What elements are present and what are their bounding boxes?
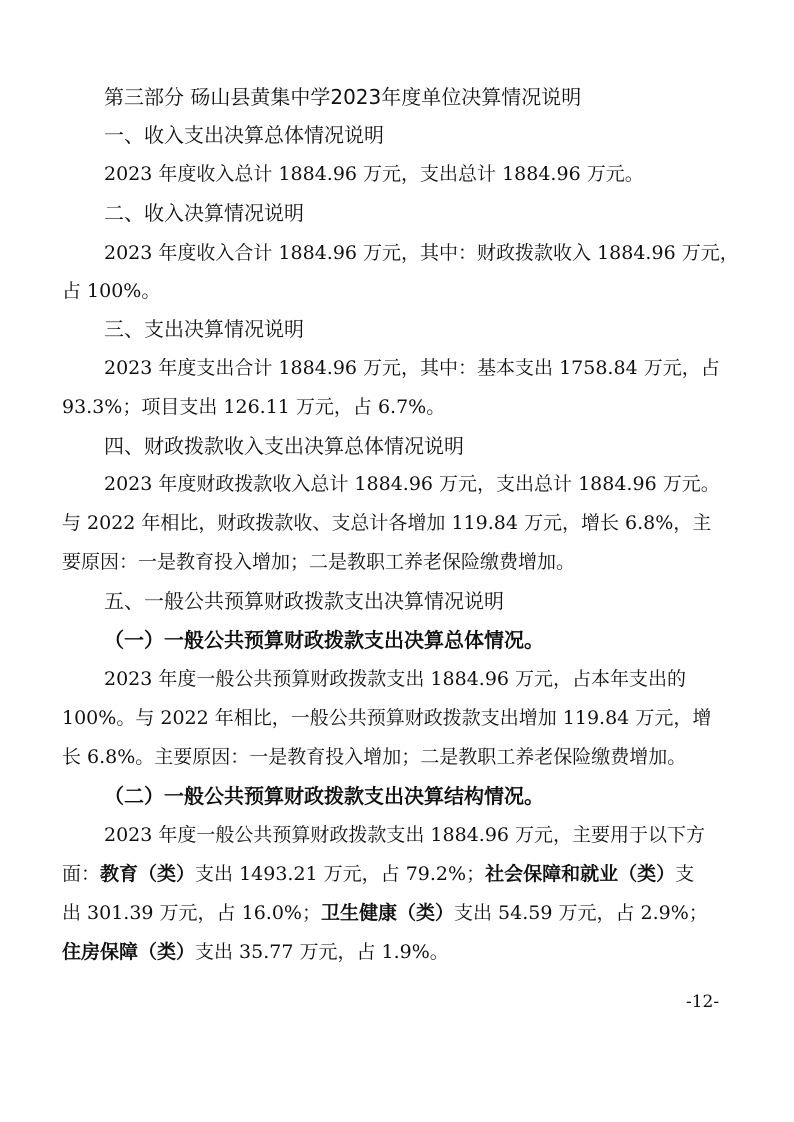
subsection-heading-2: （二）一般公共预算财政拨款支出决算结构情况。: [104, 784, 544, 808]
paragraph-line: 2023 年度收入合计 1884.96 万元，其中：财政拨款收入 1884.96 万元，: [104, 242, 739, 264]
paragraph-line: 长 6.8%。主要原因：一是教育投入增加；二是教职工养老保险缴费增加。: [62, 746, 687, 768]
text-run: 支出 54.59 万元，占 2.9%；: [453, 902, 708, 924]
text-run: 面：: [62, 863, 101, 885]
paragraph-line: 与 2022 年相比，财政拨款收、支总计各增加 119.84 万元，增长 6.8%，主: [62, 512, 712, 534]
paragraph-line: 2023 年度支出合计 1884.96 万元，其中：基本支出 1758.84 万元，占: [104, 357, 720, 379]
text-run: 支: [675, 863, 695, 885]
subsection-heading-1: （一）一般公共预算财政拨款支出决算总体情况。: [104, 628, 544, 652]
paragraph-line: 2023 年度收入总计 1884.96 万元，支出总计 1884.96 万元。: [104, 163, 644, 185]
section-heading-5: 五、一般公共预算财政拨款支出决算情况说明: [104, 589, 504, 613]
category-health: 卫生健康（类）: [320, 902, 454, 924]
paragraph-line: [62, 859, 694, 889]
page-number: -12-: [686, 992, 720, 1012]
section-heading-3: 三、支出决算情况说明: [104, 317, 304, 341]
text-run: 支出 35.77 万元，占 1.9%。: [195, 941, 449, 963]
document-title: 第三部分 砀山县黄集中学2023年度单位决算情况说明: [104, 85, 582, 109]
paragraph-line: 100%。与 2022 年相比，一般公共预算财政拨款支出增加 119.84 万元，增: [62, 707, 712, 729]
paragraph-line: 占 100%。: [62, 280, 161, 302]
paragraph-line: 2023 年度财政拨款收入总计 1884.96 万元，支出总计 1884.96 万元。: [104, 473, 720, 495]
paragraph-line: 2023 年度一般公共预算财政拨款支出 1884.96 万元，主要用于以下方: [104, 824, 706, 846]
section-heading-1: 一、收入支出决算总体情况说明: [104, 123, 384, 147]
category-housing: 住房保障（类）: [62, 941, 196, 963]
paragraph-line: 2023 年度一般公共预算财政拨款支出 1884.96 万元，占本年支出的: [104, 668, 687, 690]
paragraph-line: [62, 898, 708, 928]
category-education: 教育（类）: [100, 863, 196, 885]
section-heading-4: 四、财政拨款收入支出决算总体情况说明: [104, 434, 464, 458]
paragraph-line: [62, 937, 449, 967]
text-run: 出 301.39 万元，占 16.0%；: [62, 902, 321, 924]
category-social-security: 社会保障和就业（类）: [485, 863, 676, 885]
paragraph-line: 要原因：一是教育投入增加；二是教职工养老保险缴费增加。: [62, 551, 576, 573]
paragraph-line: 93.3%；项目支出 126.11 万元，占 6.7%。: [62, 396, 446, 418]
text-run: 支出 1493.21 万元，占 79.2%；: [195, 863, 486, 885]
section-heading-2: 二、收入决算情况说明: [104, 201, 304, 225]
